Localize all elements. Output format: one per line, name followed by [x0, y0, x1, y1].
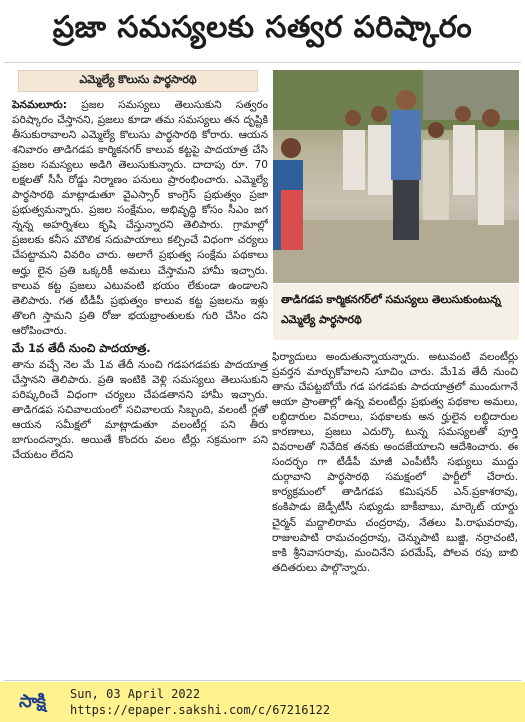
headline: ప్రజా సమస్యలకు సత్వర పరిష్కారం	[52, 10, 473, 45]
article-paragraph-1-text: ప్రజల సమస్యలు తెలుసుకుని సత్వరం పరిష్కారం చేస్తానని, ప్రజలు కూడా తమ సమస్యలు తన దృష్టికి తీసుకురావాలని ఎమ్మెల్యే కొలుసు పార్థసారథి కోరారు. ఆయన శనివారం తాడిగడప కార్మికనగర్ కాలువ కట్టపై పాదయాత్ర చేసి ప్రజల సమస్యలు అడిగి తెలుసుకున్నారు. దాదాపు రూ. 70 లక్షలతో సీసీ రోడ్డు నిర్మాణం పనులు ప్రారంభించారు. ఎమ్మెల్యే పార్థసారథి మాట్లాడుతూ వైఎస్సార్ కాంగ్రెస్ ప్రభుత్వం ప్రజా ప్రభుత్వమన్నారు. ప్రజల సంక్షేమం, అభివృద్ధి కోసం సీఎం జగ న్నన్న అహర్నిశలు కృషి చేస్తున్నారని తెలిపారు. గ్రామాల్లో ప్రజలకు కనీస మౌలిక సదుపాయాలు కల్పించే విధంగా చర్యలు చేపట్టామని వివరిం చారు. అలాగే ప్రభుత్వ సంక్షేమ పథకాలు అర్హు లైన ప్రతి ఒక్కరికీ అమలు చేస్తామని హామీ ఇచ్చారు. కాలువ కట్ట ప్రజలు ఎటువంటి భయం లేకుండా ఉండాలని తెలిపారు. గత టీడీపీ ప్రభుత్వం కాలువ కట్ట ప్రజలను ఇళ్లు తొలగి స్తామని ప్రతి రోజు భయభ్రాంతులకు గురి చేసిం దని ఆరోపించారు.	[12, 99, 268, 337]
footer	[0, 682, 525, 722]
photo-caption: తాడిగడప కార్మికనగర్‌లో సమస్యలు తెలుసుకుంటున్న ఎమ్మెల్యే పార్థసారథి	[273, 284, 519, 340]
epaper-link[interactable]: https://epaper.sakshi.com/c/67216122	[70, 703, 331, 717]
article-paragraph-3: ఫిర్యాదులు అందుతున్నాయన్నారు. అటువంటి వలంటీర్లు ప్రవర్తన మార్చుకోవాలని సూచిం చారు. మే1వ తేదీ నుంచి తాను చేపట్టబోయే గడ పగడపకు పాదయాత్రలో ముందుగానే ఆయా ప్రాంతాల్లో ఉన్న వలంటీర్లు ప్రభుత్వ పథకాల అమలు, లబ్ధిదారుల వివరాలు, పథకాలకు అన ర్హులైన లబ్ధిదారుల కారణాలు, ప్రజలు ఎదుర్కొ టున్న సమస్యలతో పూర్తి వివరాలతో నివేదిక తనకు అందజేయాలని ఆదేశించారు. ఈ సందర్భం గా టీడీపీ మాజీ ఎంపీటీసీ సభ్యులు ముద్దు దుర్గావాని పార్థసారథి సమక్షంలో పార్టీలో చేరారు. కార్యక్రమంలో తాడిగడప కమిషనర్ ఎన్.ప్రకాశరావు, కంకిపాడు జెడ్పీటీసీ సభ్యుడు బాకీబాబు, మార్కెట్ యార్డు చైర్మన్ మద్దాలిరామ చంద్రరావు, నేతలు పి.రాఘవరావు, రాజులపాటి రామచంద్రరావు, చెన్నుపాటి బుజ్జి, నర్రాచంటి, కాకి శ్రీనివాసరావు, మంచినేని పరమేష్, పోలవ రపు బాబి తదితరులు పాల్గొన్నారు.	[272, 351, 518, 574]
article-right-column	[272, 350, 518, 650]
article-subheading: మే 1వ తేదీ నుంచి పాదయాత్ర.	[12, 340, 151, 355]
headline-rule	[4, 62, 521, 63]
dateline: పెనమలూరు:	[12, 99, 67, 111]
sakshi-logo	[6, 685, 58, 719]
byline: ఎమ్మెల్యే కొలుసు పార్థసారథి	[18, 70, 258, 92]
article-paragraph-1	[12, 98, 268, 339]
publication-date: Sun, 03 April 2022	[70, 687, 201, 701]
logo-text: సాక్షి	[19, 691, 45, 712]
photo-illustration	[273, 70, 519, 283]
news-photo	[273, 70, 519, 283]
article-left-column	[12, 98, 268, 648]
article-paragraph-2: తాను వచ్చే నెల మే 1వ తేదీ నుంచి గడపగడపకు పాదయాత్ర చేస్తానని తెలిపారు. ప్రతి ఇంటికి వెళ్లి సమస్యలు తెలుసుకుని పరిష్కరించే విధంగా చర్యలు చేపడతానని హామీ ఇచ్చారు. తాడిగడప సచివాలయంలో సచివాలయ సిబ్బంది, వలంటీ ర్లతో ఆయన సమీక్షలో మాట్లాడుతూ వలంటీర్ల పని తీరు బాగుందన్నారు. అయితే కొందరు వలం టీర్లు సక్రమంగా పని చేయటం లేదని	[12, 358, 268, 462]
footer-rule	[4, 680, 521, 681]
